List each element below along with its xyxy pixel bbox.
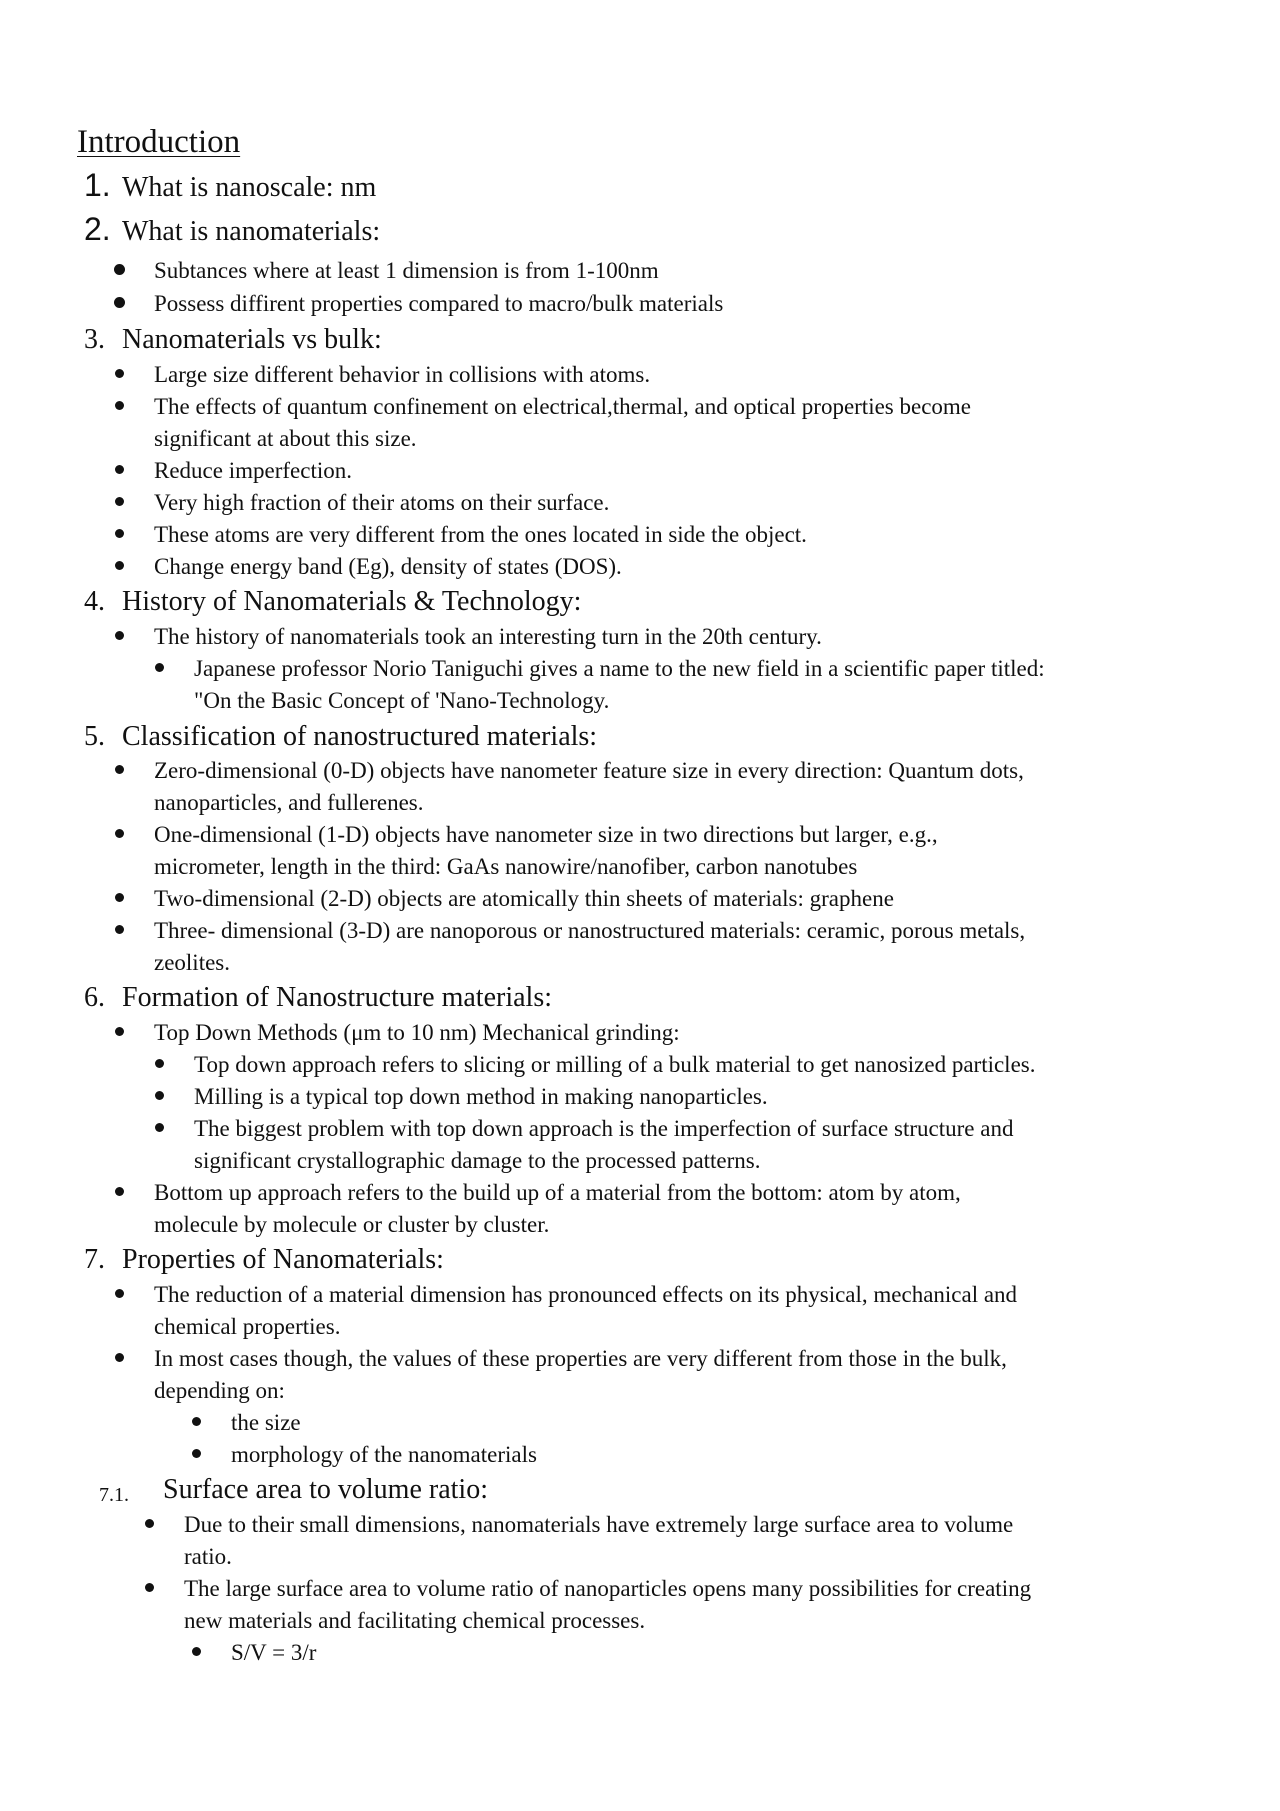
bullet-item: Subtances where at least 1 dimension is from 1-100nm xyxy=(154,258,659,283)
bullet-continuation: significant crystallographic damage to the processed patterns. xyxy=(194,1148,761,1173)
bullet-continuation: depending on: xyxy=(154,1378,285,1403)
bullet-dot-icon xyxy=(155,1059,164,1068)
heading-number: 5. xyxy=(84,721,105,752)
bullet-item: The effects of quantum confinement on electrical,thermal, and optical properties become xyxy=(154,394,972,419)
document-title: Introduction xyxy=(77,124,241,160)
bullet-item: morphology of the nanomaterials xyxy=(231,1442,537,1467)
bullet-dot-icon xyxy=(115,631,124,640)
heading-text: What is nanoscale: nm xyxy=(122,172,377,203)
bullet-item: Possess diffirent properties compared to macro/bulk materials xyxy=(154,291,724,316)
bullet-dot-icon xyxy=(114,297,125,308)
bullet-item: The reduction of a material dimension has pronounced effects on its physical, mechanical and xyxy=(154,1282,1018,1307)
bullet-item: S/V = 3/r xyxy=(231,1640,317,1665)
heading-text: Nanomaterials vs bulk: xyxy=(122,324,382,355)
bullet-item: Change energy band (Eg), density of states (DOS). xyxy=(154,554,622,579)
bullet-continuation: ratio. xyxy=(184,1544,232,1569)
bullet-dot-icon xyxy=(115,561,124,570)
bullet-dot-icon xyxy=(115,765,124,774)
heading-text: Properties of Nanomaterials: xyxy=(122,1244,444,1275)
bullet-dot-icon xyxy=(115,369,124,378)
heading-text: Formation of Nanostructure materials: xyxy=(122,982,552,1013)
bullet-dot-icon xyxy=(115,893,124,902)
bullet-item: One-dimensional (1-D) objects have nanometer size in two directions but larger, e.g., xyxy=(154,822,938,847)
bullet-item: Bottom up approach refers to the build up of a material from the bottom: atom by atom, xyxy=(154,1180,961,1205)
bullet-item: Two-dimensional (2-D) objects are atomically thin sheets of materials: graphene xyxy=(154,886,894,911)
bullet-item: Zero-dimensional (0-D) objects have nanometer feature size in every direction: Quantum dots, xyxy=(154,758,1024,783)
bullet-item: These atoms are very different from the ones located in side the object. xyxy=(154,522,807,547)
heading-number: 6. xyxy=(84,982,105,1013)
bullet-item: Very high fraction of their atoms on their surface. xyxy=(154,490,610,515)
bullet-dot-icon xyxy=(155,663,164,672)
heading-number: 2. xyxy=(84,211,111,247)
bullet-dot-icon xyxy=(115,925,124,934)
bullet-item: Top down approach refers to slicing or milling of a bulk material to get nanosized particles. xyxy=(194,1052,1036,1077)
bullet-dot-icon xyxy=(115,1353,124,1362)
bullet-dot-icon xyxy=(155,1091,164,1100)
bullet-item: Milling is a typical top down method in making nanoparticles. xyxy=(194,1084,768,1109)
heading-text: What is nanomaterials: xyxy=(122,216,381,247)
bullet-item: The history of nanomaterials took an interesting turn in the 20th century. xyxy=(154,624,822,649)
bullet-dot-icon xyxy=(115,529,124,538)
bullet-dot-icon xyxy=(155,1123,164,1132)
heading-number: 3. xyxy=(84,324,105,355)
heading-text: History of Nanomaterials & Technology: xyxy=(122,586,582,617)
bullet-continuation: significant at about this size. xyxy=(154,426,417,451)
bullet-dot-icon xyxy=(115,1289,124,1298)
heading-text: Surface area to volume ratio: xyxy=(163,1474,488,1505)
bullet-dot-icon xyxy=(115,829,124,838)
bullet-item: the size xyxy=(231,1410,301,1435)
bullet-dot-icon xyxy=(192,1449,201,1458)
bullet-dot-icon xyxy=(145,1583,154,1592)
bullet-item: Japanese professor Norio Taniguchi gives a name to the new field in a scientific paper titled: xyxy=(194,656,1045,681)
heading-text: Classification of nanostructured materials: xyxy=(122,721,598,752)
bullet-dot-icon xyxy=(114,264,125,275)
bullet-item: Due to their small dimensions, nanomaterials have extremely large surface area to volume xyxy=(184,1512,1014,1537)
bullet-item: The large surface area to volume ratio of nanoparticles opens many possibilities for creating xyxy=(184,1576,1032,1601)
bullet-dot-icon xyxy=(115,465,124,474)
bullet-continuation: micrometer, length in the third: GaAs nanowire/nanofiber, carbon nanotubes xyxy=(154,854,858,879)
bullet-item: In most cases though, the values of these properties are very different from those in the bulk, xyxy=(154,1346,1007,1371)
bullet-continuation: zeolites. xyxy=(154,950,230,975)
bullet-continuation: new materials and facilitating chemical processes. xyxy=(184,1608,646,1633)
bullet-continuation: "On the Basic Concept of 'Nano-Technology. xyxy=(194,688,610,713)
bullet-dot-icon xyxy=(192,1647,201,1656)
bullet-item: Three- dimensional (3-D) are nanoporous or nanostructured materials: ceramic, porous metals, xyxy=(154,918,1026,943)
heading-number: 1. xyxy=(84,167,111,203)
bullet-dot-icon xyxy=(192,1417,201,1426)
bullet-item: Reduce imperfection. xyxy=(154,458,352,483)
bullet-item: The biggest problem with top down approach is the imperfection of surface structure and xyxy=(194,1116,1014,1141)
bullet-dot-icon xyxy=(115,1027,124,1036)
bullet-dot-icon xyxy=(115,401,124,410)
bullet-item: Large size different behavior in collisions with atoms. xyxy=(154,362,651,387)
bullet-dot-icon xyxy=(115,497,124,506)
bullet-continuation: molecule by molecule or cluster by cluster. xyxy=(154,1212,550,1237)
bullet-continuation: nanoparticles, and fullerenes. xyxy=(154,790,424,815)
heading-number: 7.1. xyxy=(99,1484,129,1506)
heading-number: 4. xyxy=(84,586,105,617)
bullet-dot-icon xyxy=(115,1187,124,1196)
bullet-item: Top Down Methods (μm to 10 nm) Mechanical grinding: xyxy=(154,1020,680,1045)
heading-number: 7. xyxy=(84,1244,105,1275)
bullet-continuation: chemical properties. xyxy=(154,1314,341,1339)
bullet-dot-icon xyxy=(145,1519,154,1528)
